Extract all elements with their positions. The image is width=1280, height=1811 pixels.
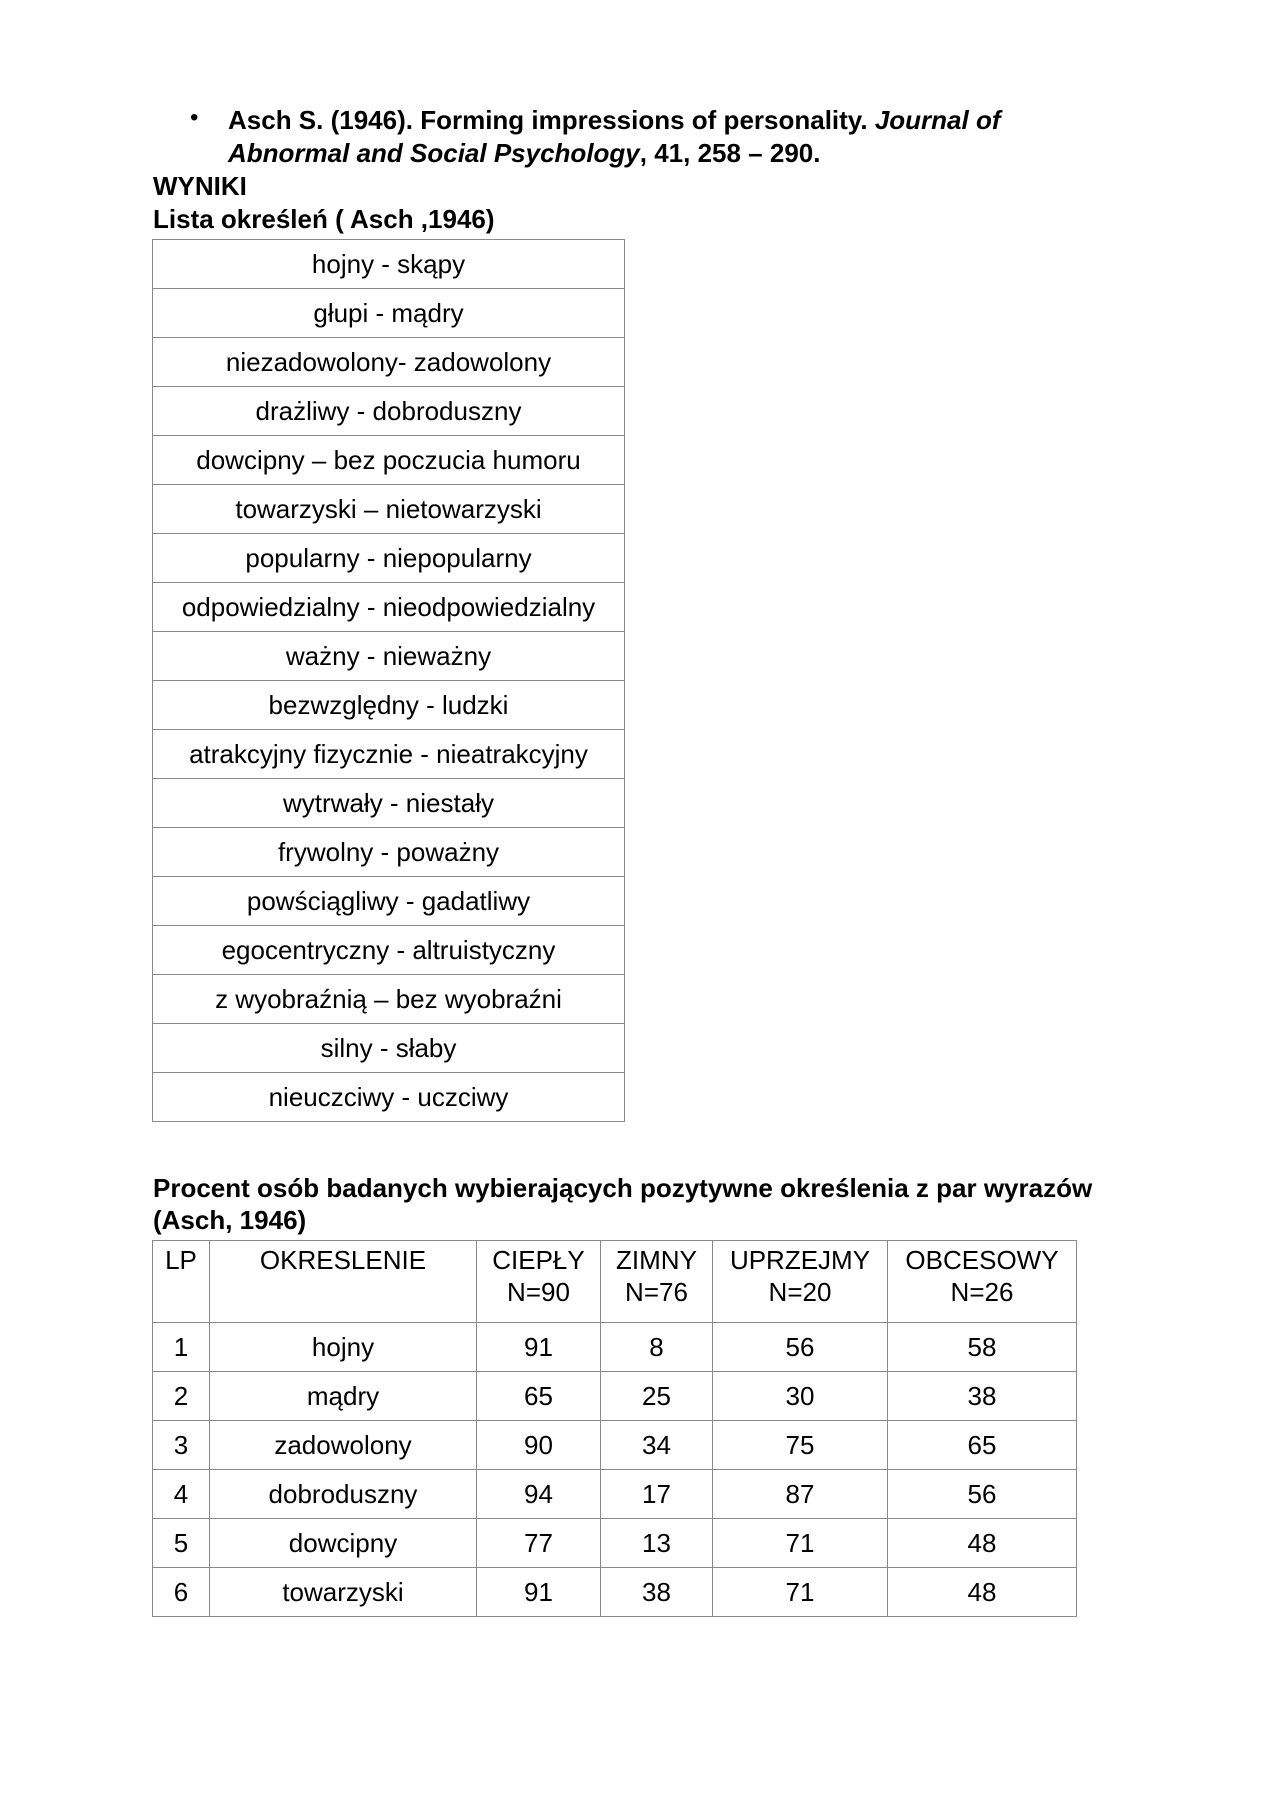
cell-lp: 2 xyxy=(153,1372,210,1421)
table-row xyxy=(153,779,625,828)
trait-cell: powściągliwy - gadatliwy xyxy=(153,877,625,926)
trait-cell: towarzyski – nietowarzyski xyxy=(153,485,625,534)
cell-uprzejmy: 56 xyxy=(713,1323,888,1372)
trait-cell: z wyobraźnią – bez wyobraźni xyxy=(153,975,625,1024)
trait-cell: bezwzględny - ludzki xyxy=(153,681,625,730)
cell-okreslenie: hojny xyxy=(210,1323,477,1372)
cell-lp: 3 xyxy=(153,1421,210,1470)
bullet-marker: • xyxy=(190,104,199,131)
cell-uprzejmy: 71 xyxy=(713,1519,888,1568)
cell-okreslenie: dowcipny xyxy=(210,1519,477,1568)
traits-list-heading: Lista określeń ( Asch ,1946) xyxy=(153,204,495,234)
cell-obcesowy: 48 xyxy=(888,1568,1077,1617)
header-uprzejmy-label: UPRZEJMY xyxy=(729,1245,871,1275)
cell-zimny: 17 xyxy=(601,1470,713,1519)
cell-okreslenie: mądry xyxy=(210,1372,477,1421)
header-cieply-label: CIEPŁY xyxy=(492,1245,585,1275)
table-row xyxy=(153,730,625,779)
cell-lp: 4 xyxy=(153,1470,210,1519)
reference-citation xyxy=(228,104,1128,170)
cell-obcesowy: 38 xyxy=(888,1372,1077,1421)
table-row xyxy=(153,926,625,975)
header-zimny-label: ZIMNY xyxy=(616,1245,697,1275)
cell-zimny: 25 xyxy=(601,1372,713,1421)
cell-obcesowy: 48 xyxy=(888,1519,1077,1568)
table-row xyxy=(153,1323,1077,1372)
table-row xyxy=(153,240,625,289)
table-row xyxy=(153,1470,1077,1519)
cell-cieply: 94 xyxy=(477,1470,601,1519)
cell-lp: 1 xyxy=(153,1323,210,1372)
header-cieply xyxy=(477,1241,601,1323)
cell-lp: 5 xyxy=(153,1519,210,1568)
cell-zimny: 8 xyxy=(601,1323,713,1372)
cell-uprzejmy: 71 xyxy=(713,1568,888,1617)
cell-obcesowy: 58 xyxy=(888,1323,1077,1372)
header-obcesowy-n: N=26 xyxy=(950,1277,1014,1307)
trait-cell: niezadowolony- zadowolony xyxy=(153,338,625,387)
table-row xyxy=(153,583,625,632)
cell-uprzejmy: 75 xyxy=(713,1421,888,1470)
header-lp xyxy=(153,1241,210,1323)
cell-cieply: 90 xyxy=(477,1421,601,1470)
header-uprzejmy xyxy=(713,1241,888,1323)
trait-cell: silny - słaby xyxy=(153,1024,625,1073)
header-obcesowy xyxy=(888,1241,1077,1323)
table-row xyxy=(153,1421,1077,1470)
cell-lp: 6 xyxy=(153,1568,210,1617)
trait-cell: ważny - nieważny xyxy=(153,632,625,681)
header-zimny-n: N=76 xyxy=(625,1277,688,1307)
table-row xyxy=(153,387,625,436)
table-row xyxy=(153,534,625,583)
header-okreslenie xyxy=(210,1241,477,1323)
trait-cell: atrakcyjny fizycznie - nieatrakcyjny xyxy=(153,730,625,779)
cell-cieply: 77 xyxy=(477,1519,601,1568)
trait-cell: odpowiedzialny - nieodpowiedzialny xyxy=(153,583,625,632)
cell-zimny: 38 xyxy=(601,1568,713,1617)
trait-cell: hojny - skąpy xyxy=(153,240,625,289)
trait-cell: egocentryczny - altruistyczny xyxy=(153,926,625,975)
results-heading: WYNIKI xyxy=(153,171,247,201)
cell-okreslenie: zadowolony xyxy=(210,1421,477,1470)
cell-uprzejmy: 30 xyxy=(713,1372,888,1421)
table-row xyxy=(153,1568,1077,1617)
percent-table-heading: Procent osób badanych wybierających pozytywne określenia z par wyrazów (Asch, 1946) xyxy=(153,1173,1093,1235)
trait-cell: popularny - niepopularny xyxy=(153,534,625,583)
results-table xyxy=(152,1240,1077,1617)
cell-cieply: 91 xyxy=(477,1323,601,1372)
trait-cell: drażliwy - dobroduszny xyxy=(153,387,625,436)
table-row xyxy=(153,1073,625,1122)
cell-okreslenie: towarzyski xyxy=(210,1568,477,1617)
table-row xyxy=(153,1519,1077,1568)
trait-cell: frywolny - poważny xyxy=(153,828,625,877)
table-row xyxy=(153,1372,1077,1421)
cell-zimny: 13 xyxy=(601,1519,713,1568)
table-row xyxy=(153,1024,625,1073)
table-row xyxy=(153,289,625,338)
cell-obcesowy: 56 xyxy=(888,1470,1077,1519)
table-row xyxy=(153,436,625,485)
cell-cieply: 91 xyxy=(477,1568,601,1617)
table-row xyxy=(153,681,625,730)
citation-journal: Journal of Abnormal and Social Psychology xyxy=(228,105,1001,168)
header-zimny xyxy=(601,1241,713,1323)
header-cieply-n: N=90 xyxy=(507,1277,570,1307)
header-lp-label: LP xyxy=(165,1245,197,1275)
table-row xyxy=(153,828,625,877)
header-okreslenie-label: OKRESLENIE xyxy=(259,1245,427,1275)
trait-cell: wytrwały - niestały xyxy=(153,779,625,828)
header-uprzejmy-n: N=20 xyxy=(768,1277,832,1307)
table-row xyxy=(153,338,625,387)
trait-cell: nieuczciwy - uczciwy xyxy=(153,1073,625,1122)
cell-obcesowy: 65 xyxy=(888,1421,1077,1470)
table-row xyxy=(153,485,625,534)
header-obcesowy-label: OBCESOWY xyxy=(905,1245,1059,1275)
table-header-row xyxy=(153,1241,1077,1323)
citation-author-title: Asch S. (1946). Forming impressions of personality. xyxy=(228,105,868,135)
table-row xyxy=(153,632,625,681)
trait-cell: głupi - mądry xyxy=(153,289,625,338)
traits-table xyxy=(152,239,625,1122)
table-row xyxy=(153,975,625,1024)
trait-cell: dowcipny – bez poczucia humoru xyxy=(153,436,625,485)
citation-volume-pages: , 41, 258 – 290. xyxy=(639,138,821,168)
table-row xyxy=(153,877,625,926)
cell-cieply: 65 xyxy=(477,1372,601,1421)
cell-uprzejmy: 87 xyxy=(713,1470,888,1519)
cell-okreslenie: dobroduszny xyxy=(210,1470,477,1519)
cell-zimny: 34 xyxy=(601,1421,713,1470)
